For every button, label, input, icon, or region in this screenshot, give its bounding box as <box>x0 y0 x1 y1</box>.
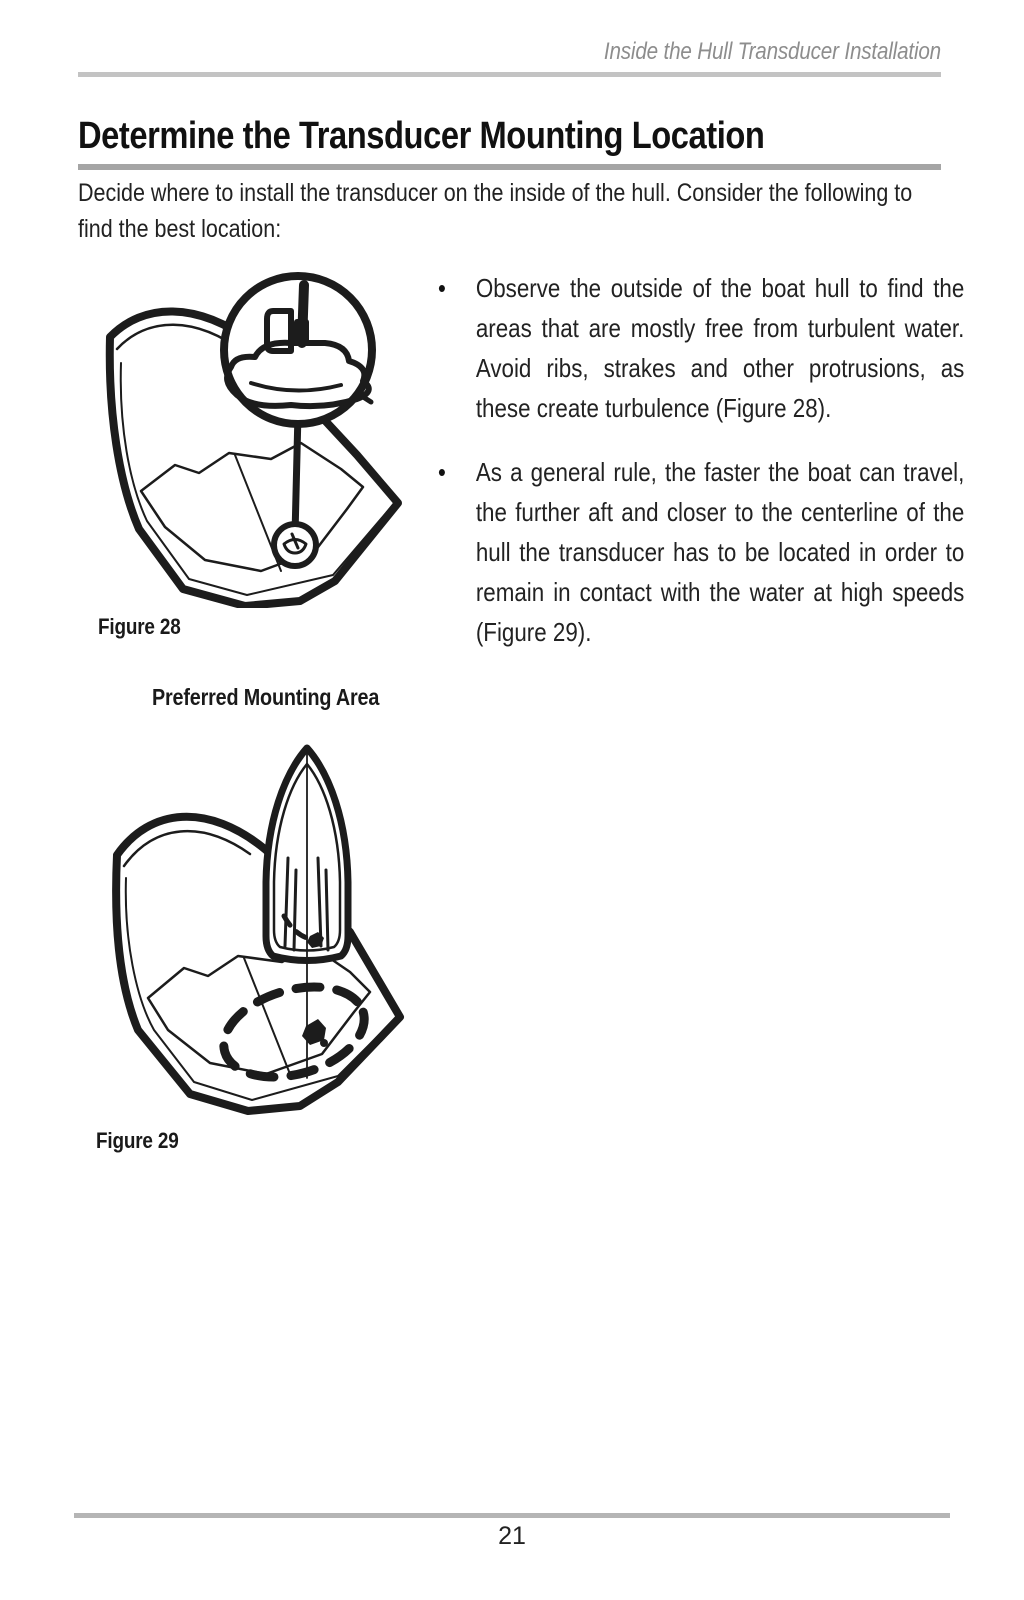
figure-29 <box>98 730 428 1125</box>
bullet-text: Observe the outside of the boat hull to find the areas that are mostly free from turbulent water. Avoid ribs, strakes and other protrusions, as these create turbulence (Figure 28). <box>475 273 965 423</box>
intro-paragraph: Decide where to install the transducer on the inside of the hull. Consider the following to find the best location: <box>78 179 913 243</box>
preferred-mounting-area-label: Preferred Mounting Area <box>152 684 380 710</box>
bullet-text: As a general rule, the faster the boat can travel, the further aft and closer to the centerline of the hull the transducer has to be located in order to remain in contact with the water at high speeds (Figure 29). <box>475 457 965 647</box>
bullet-marker: • <box>438 273 446 303</box>
running-head: Inside the Hull Transducer Installation <box>603 38 941 65</box>
figure-28 <box>95 263 410 613</box>
title-rule <box>78 164 941 170</box>
figure-29-caption: Figure 29 <box>96 1128 179 1153</box>
page-number: 21 <box>498 1522 526 1550</box>
magnifier-circle <box>224 276 372 424</box>
page-title: Determine the Transducer Mounting Location <box>78 115 765 157</box>
bullet-item <box>438 268 964 428</box>
hull-floor <box>141 443 363 571</box>
bullet-marker: • <box>438 457 446 487</box>
bullet-list <box>438 268 964 652</box>
figure-28-caption: Figure 28 <box>98 614 181 639</box>
footer-rule <box>74 1513 950 1518</box>
header-rule <box>78 72 941 77</box>
mount-point-circle <box>274 524 316 566</box>
magnifier-stem <box>295 413 298 535</box>
bullet-item <box>438 452 964 652</box>
figure-29-illustration <box>98 730 428 1120</box>
hull-outline <box>116 817 400 1111</box>
figure-28-illustration <box>95 263 410 608</box>
